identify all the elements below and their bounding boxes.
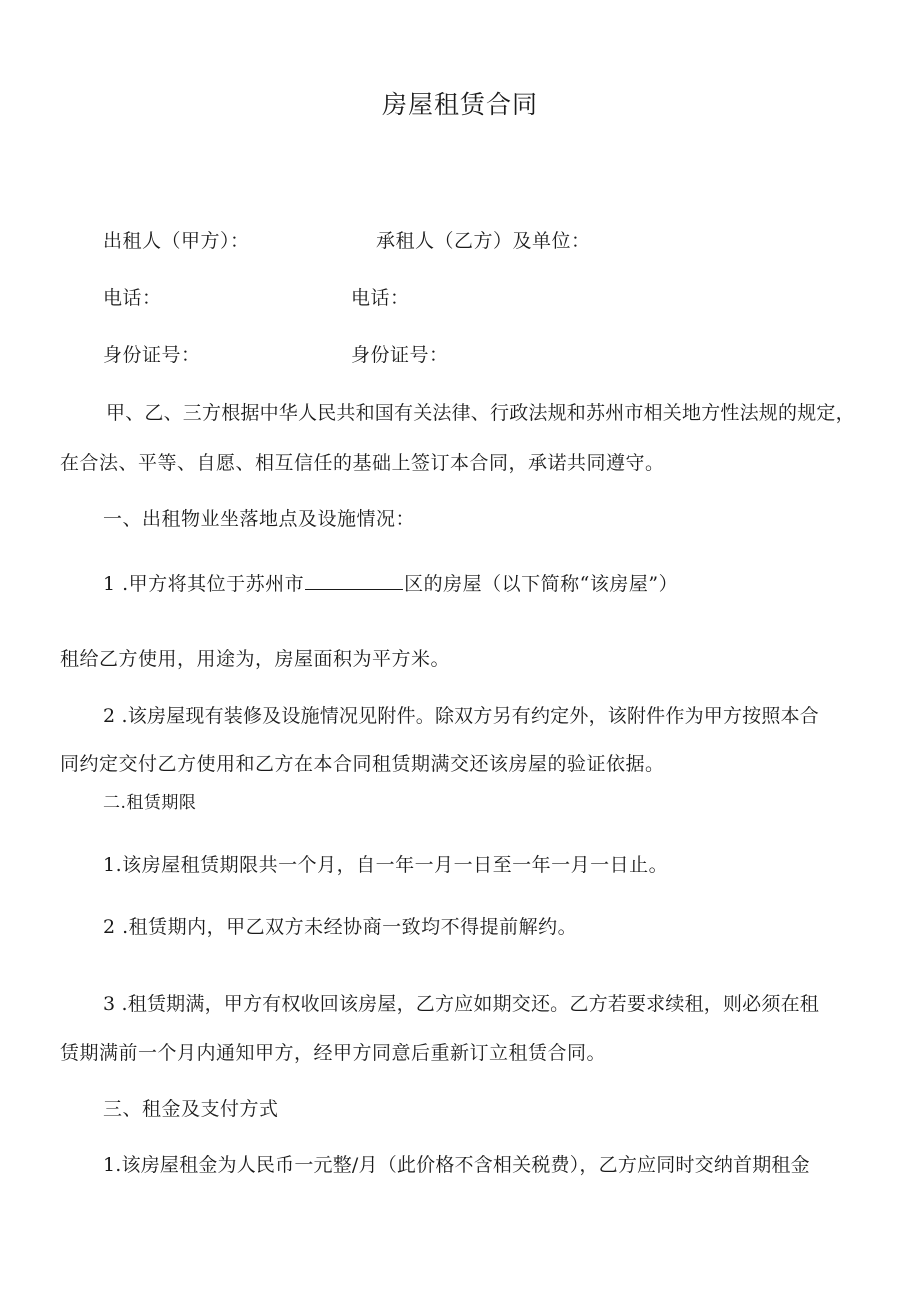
preamble-line-2: 在合法、平等、自愿、相互信任的基础上签订本合同，承诺共同遵守。 <box>60 452 665 474</box>
section-1-item-1-line-2: 租给乙方使用，用途为，房屋面积为平方米。 <box>60 648 451 670</box>
district-blank <box>305 571 403 590</box>
item-1-prefix: 1 .甲方将其位于苏州市 <box>103 573 305 595</box>
section-2-heading: 二.租赁期限 <box>103 793 197 813</box>
section-2-item-2: 2 .租赁期内，甲乙双方未经协商一致均不得提前解约。 <box>103 916 578 938</box>
section-1-item-2-line-1: 2 .该房屋现有装修及设施情况见附件。除双方另有约定外，该附件作为甲方按照本合 <box>103 705 819 727</box>
section-2-item-3-line-2: 赁期满前一个月内通知甲方，经甲方同意后重新订立租赁合同。 <box>60 1042 607 1064</box>
lessee-label: 承租人（乙方）及单位： <box>376 230 591 252</box>
section-1-item-2-line-2: 同约定交付乙方使用和乙方在本合同租赁期满交还该房屋的验证依据。 <box>60 753 665 775</box>
section-1-heading: 一、出租物业坐落地点及设施情况： <box>103 508 416 530</box>
lessor-phone-label: 电话： <box>103 287 162 309</box>
section-2-item-3-line-1: 3 .租赁期满，甲方有权收回该房屋，乙方应如期交还。乙方若要求续租，则必须在租 <box>103 993 819 1015</box>
section-2-item-1: 1.该房屋租赁期限共一个月，自一年一月一日至一年一月一日止。 <box>103 854 669 876</box>
section-3-heading: 三、租金及支付方式 <box>103 1098 279 1120</box>
lessee-phone-label: 电话： <box>351 287 410 309</box>
lessee-id-label: 身份证号： <box>351 344 449 366</box>
lessor-id-label: 身份证号： <box>103 344 201 366</box>
preamble-line-1: 甲、乙、三方根据中华人民共和国有关法律、行政法规和苏州市相关地方性法规的规定， <box>106 402 855 424</box>
document-title: 房屋租赁合同 <box>381 90 538 119</box>
section-1-item-1 <box>103 571 678 596</box>
lessor-label: 出租人（甲方）： <box>103 230 250 252</box>
item-1-suffix: 区的房屋（以下简称“该房屋”） <box>404 573 679 595</box>
section-3-item-1: 1.该房屋租金为人民币一元整/月（此价格不含相关税费），乙方应同时交纳首期租金 <box>103 1154 810 1176</box>
